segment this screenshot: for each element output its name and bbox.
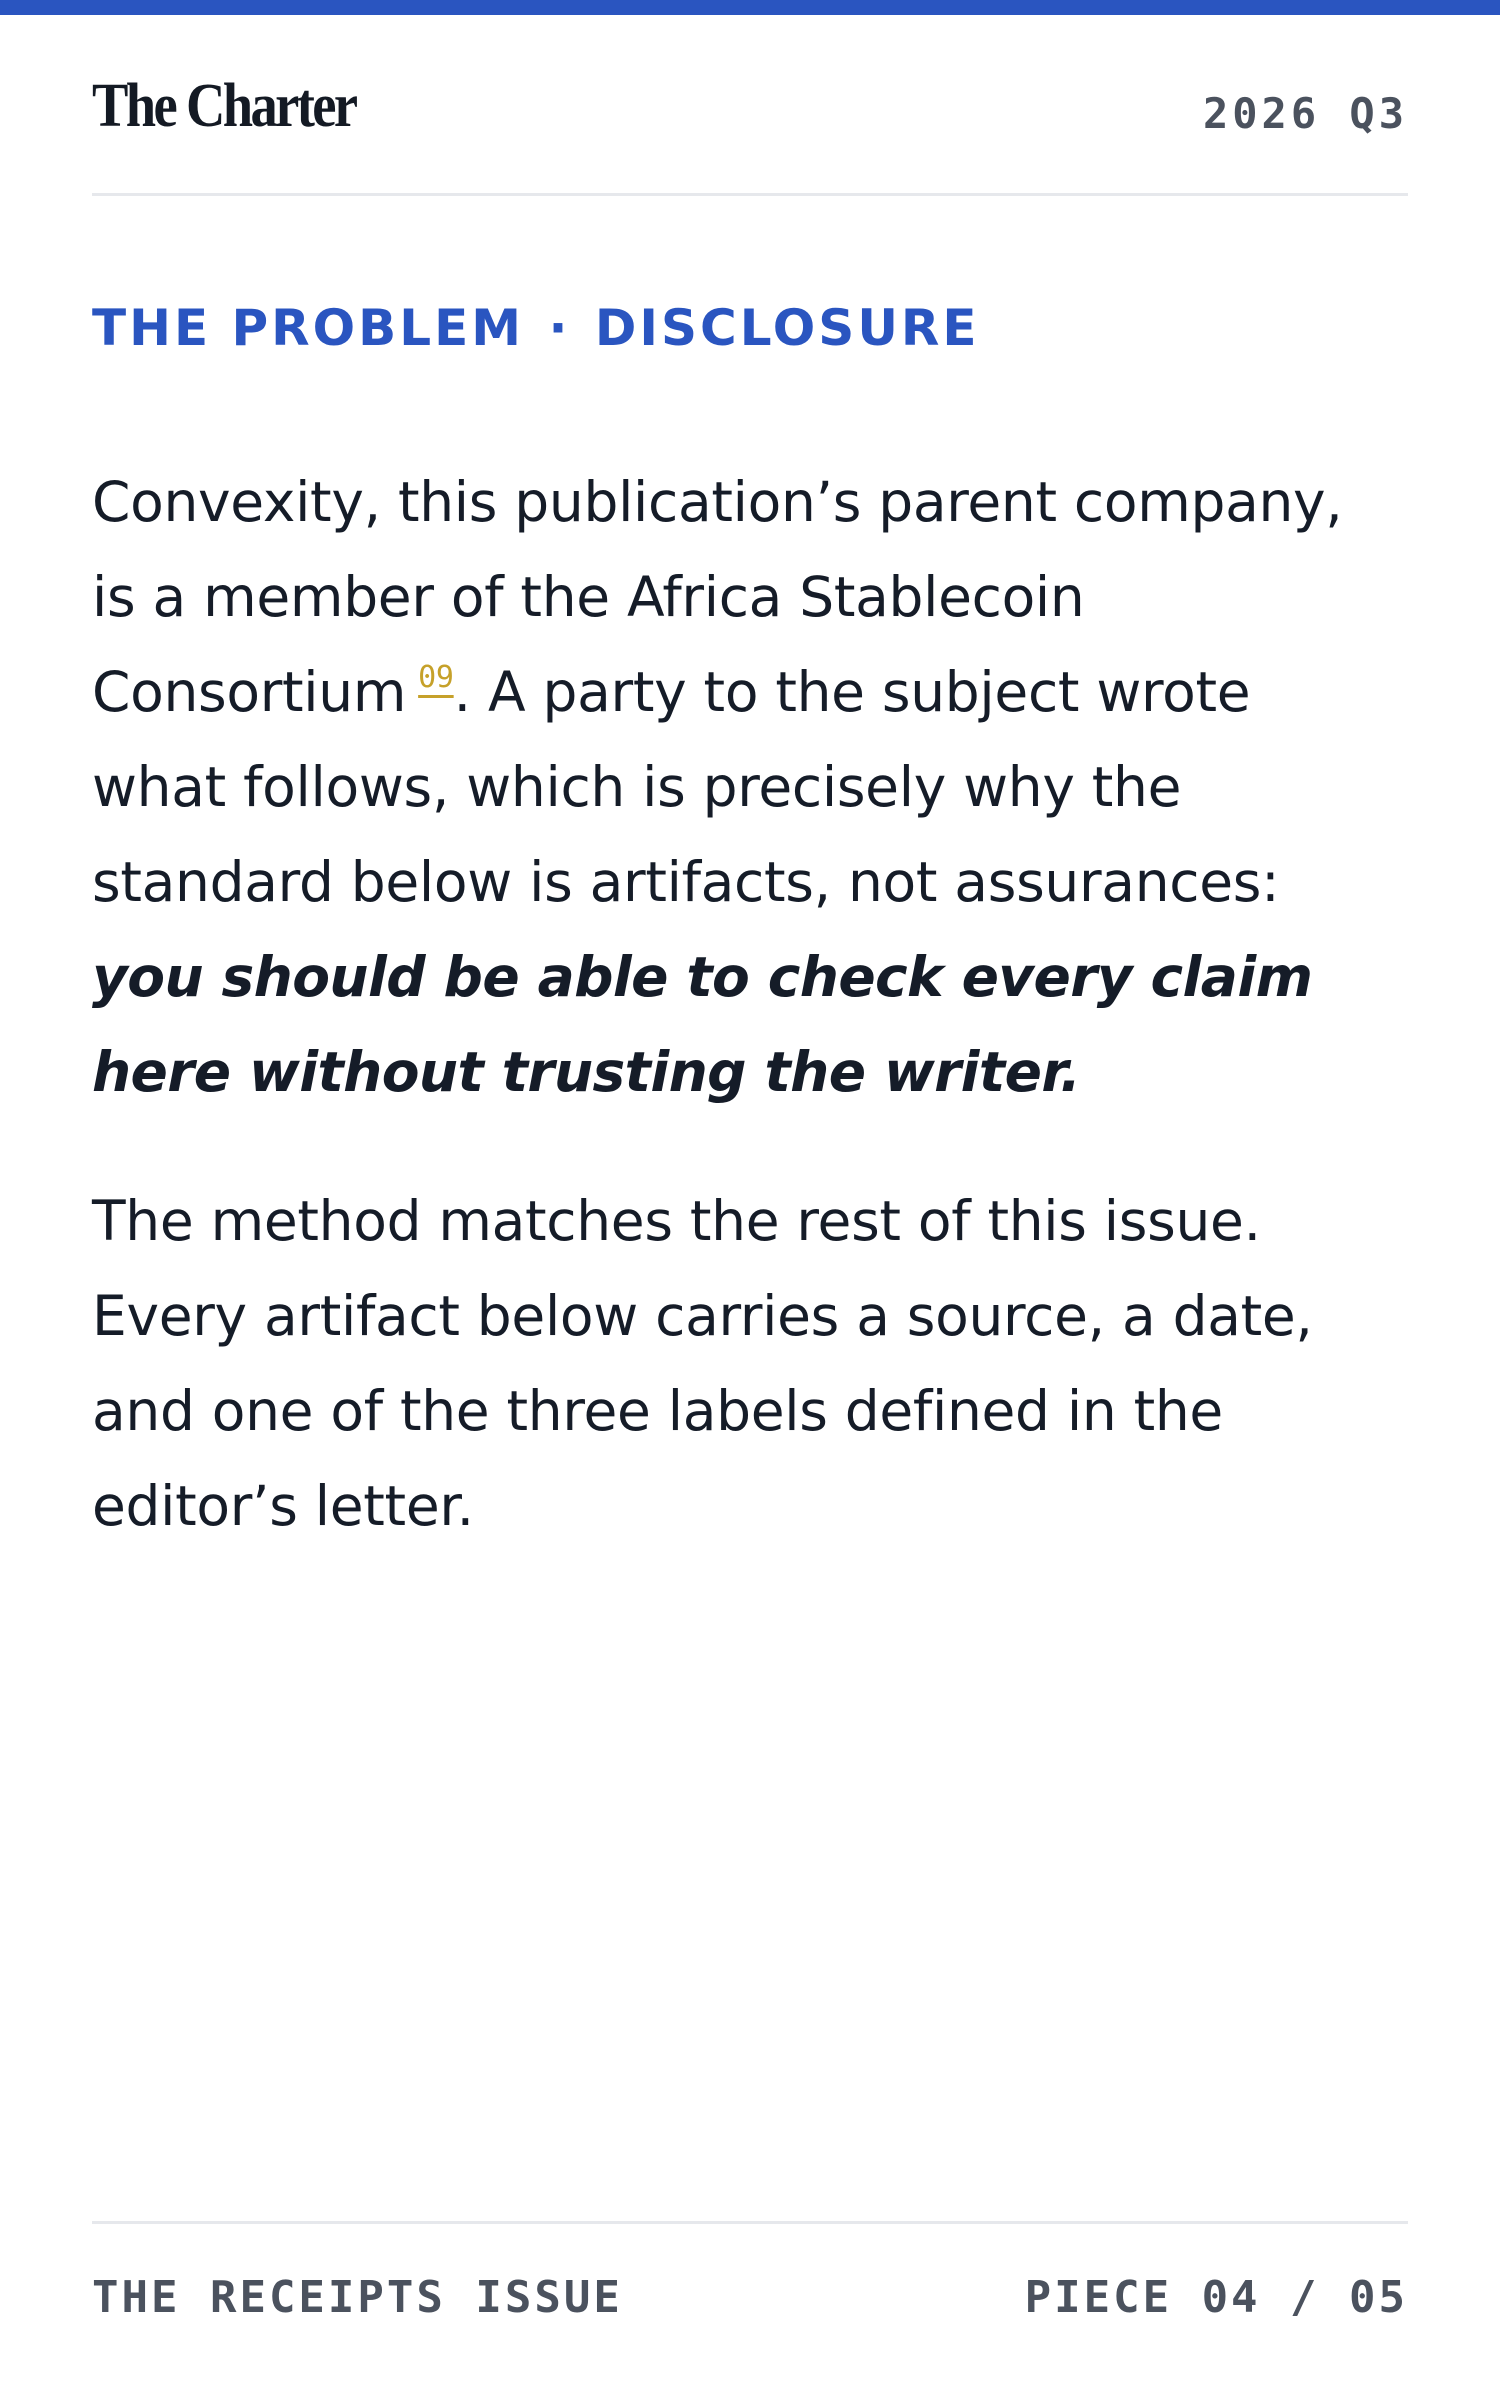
text-line: what follows, which is precisely why the bbox=[92, 755, 1182, 819]
disclosure-paragraph bbox=[92, 455, 1408, 1120]
kicker-separator: · bbox=[548, 299, 571, 357]
top-accent-bar bbox=[0, 0, 1500, 15]
text-run: Consortium bbox=[92, 660, 407, 724]
issue-date: 2026 Q3 bbox=[1202, 89, 1408, 138]
section-kicker bbox=[92, 299, 980, 357]
masthead bbox=[92, 15, 1408, 196]
issue-name: THE RECEIPTS ISSUE bbox=[92, 2272, 623, 2323]
text-line: The method matches the rest of this issue. bbox=[92, 1189, 1261, 1253]
piece-counter: PIECE 04 / 05 bbox=[1024, 2272, 1408, 2323]
text-line bbox=[92, 645, 1408, 740]
method-paragraph bbox=[92, 1174, 1408, 1554]
article-body bbox=[92, 455, 1408, 1554]
kicker-topic: DISCLOSURE bbox=[594, 299, 980, 357]
brand-logo[interactable]: The Charter bbox=[92, 72, 356, 140]
text-line: and one of the three labels defined in the bbox=[92, 1379, 1223, 1443]
text-line: standard below is artifacts, not assurances: bbox=[92, 850, 1280, 914]
page bbox=[92, 15, 1408, 2399]
footnote-link[interactable]: 09 bbox=[418, 660, 454, 695]
emphasis-line: here without trusting the writer. bbox=[92, 1040, 1081, 1104]
text-line: is a member of the Africa Stablecoin bbox=[92, 565, 1085, 629]
page-footer bbox=[92, 2221, 1408, 2344]
text-line: editor’s letter. bbox=[92, 1474, 474, 1538]
emphasis-line: you should be able to check every claim bbox=[92, 945, 1313, 1009]
text-line: Convexity, this publication’s parent company, bbox=[92, 470, 1343, 534]
text-run: . A party to the subject wrote bbox=[453, 660, 1251, 724]
kicker-section: THE PROBLEM bbox=[92, 299, 525, 357]
text-line: Every artifact below carries a source, a date, bbox=[92, 1284, 1313, 1348]
